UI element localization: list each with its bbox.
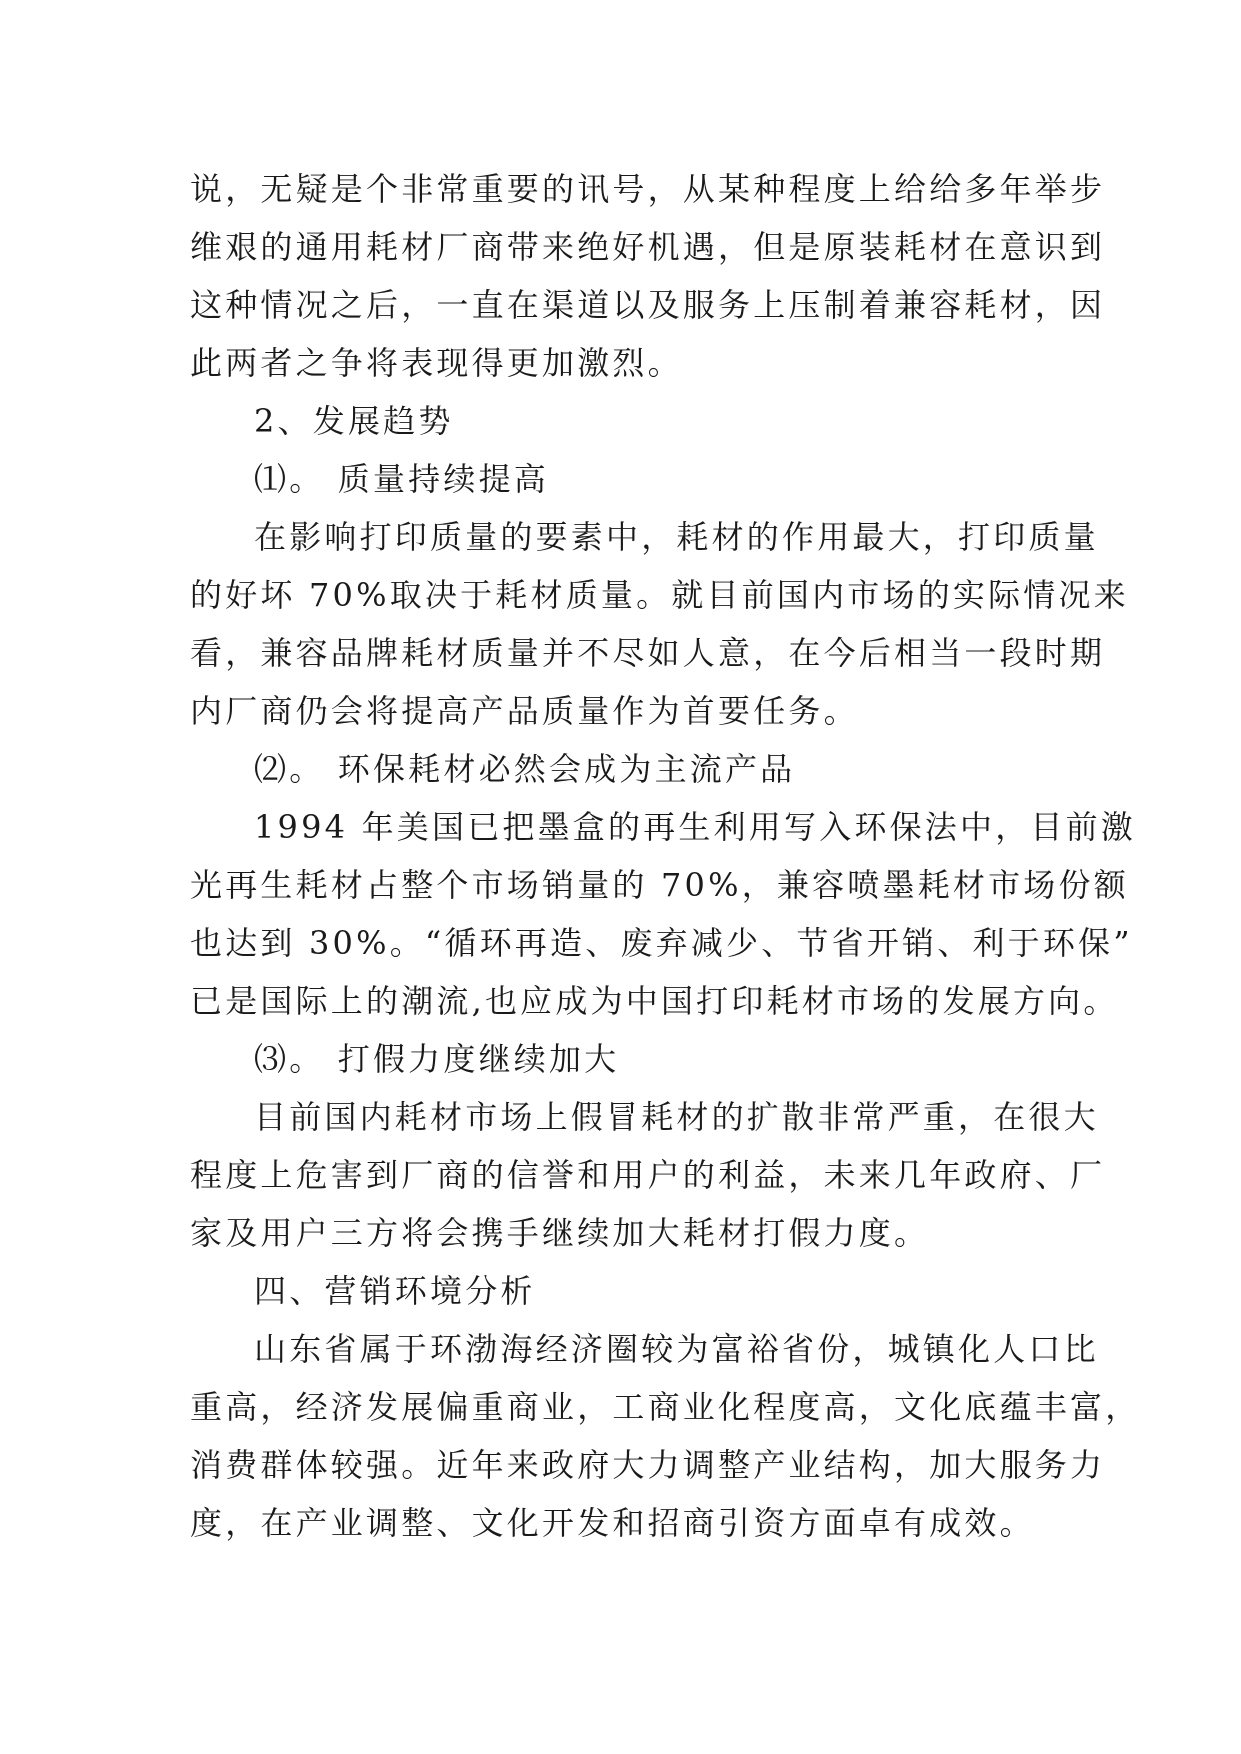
text-line: 四、营销环境分析 bbox=[254, 1272, 536, 1310]
text-line: 山东省属于环渤海经济圈较为富裕省份，城镇化人口比 bbox=[254, 1330, 1099, 1368]
text-line: 的好坏 70%取决于耗材质量。就目前国内市场的实际情况来 bbox=[190, 576, 1129, 614]
text-line: 消费群体较强。近年来政府大力调整产业结构，加大服务力 bbox=[190, 1446, 1106, 1484]
text-line: 也达到 30%。“循环再造、废弃减少、节省开销、利于环保” bbox=[190, 924, 1133, 962]
text-line: 目前国内耗材市场上假冒耗材的扩散非常严重，在很大 bbox=[254, 1098, 1099, 1136]
text-line: 这种情况之后，一直在渠道以及服务上压制着兼容耗材，因 bbox=[190, 286, 1106, 324]
text-line: 已是国际上的潮流,也应成为中国打印耗材市场的发展方向。 bbox=[190, 982, 1119, 1020]
text-line: 重高，经济发展偏重商业，工商业化程度高，文化底蕴丰富， bbox=[190, 1388, 1141, 1426]
text-line: 维艰的通用耗材厂商带来绝好机遇，但是原装耗材在意识到 bbox=[190, 228, 1106, 266]
text-line: ⑵。 环保耗材必然会成为主流产品 bbox=[254, 750, 796, 788]
text-line: 内厂商仍会将提高产品质量作为首要任务。 bbox=[190, 692, 859, 730]
text-line: 看，兼容品牌耗材质量并不尽如人意，在今后相当一段时期 bbox=[190, 634, 1106, 672]
text-line: 1994 年美国已把墨盒的再生利用写入环保法中，目前激 bbox=[254, 808, 1137, 846]
text-line: 此两者之争将表现得更加激烈。 bbox=[190, 344, 683, 382]
text-line: 在影响打印质量的要素中，耗材的作用最大，打印质量 bbox=[254, 518, 1099, 556]
text-line: 说，无疑是个非常重要的讯号，从某种程度上给给多年举步 bbox=[190, 170, 1106, 208]
text-line: ⑴。 质量持续提高 bbox=[254, 460, 549, 498]
document-body bbox=[190, 160, 1141, 1552]
text-line: ⑶。 打假力度继续加大 bbox=[254, 1040, 620, 1078]
text-line: 2、发展趋势 bbox=[254, 402, 454, 440]
text-line: 度，在产业调整、文化开发和招商引资方面卓有成效。 bbox=[190, 1504, 1035, 1542]
text-line: 家及用户三方将会携手继续加大耗材打假力度。 bbox=[190, 1214, 930, 1252]
text-line: 光再生耗材占整个市场销量的 70%，兼容喷墨耗材市场份额 bbox=[190, 866, 1129, 904]
text-line: 程度上危害到厂商的信誉和用户的利益，未来几年政府、厂 bbox=[190, 1156, 1106, 1194]
